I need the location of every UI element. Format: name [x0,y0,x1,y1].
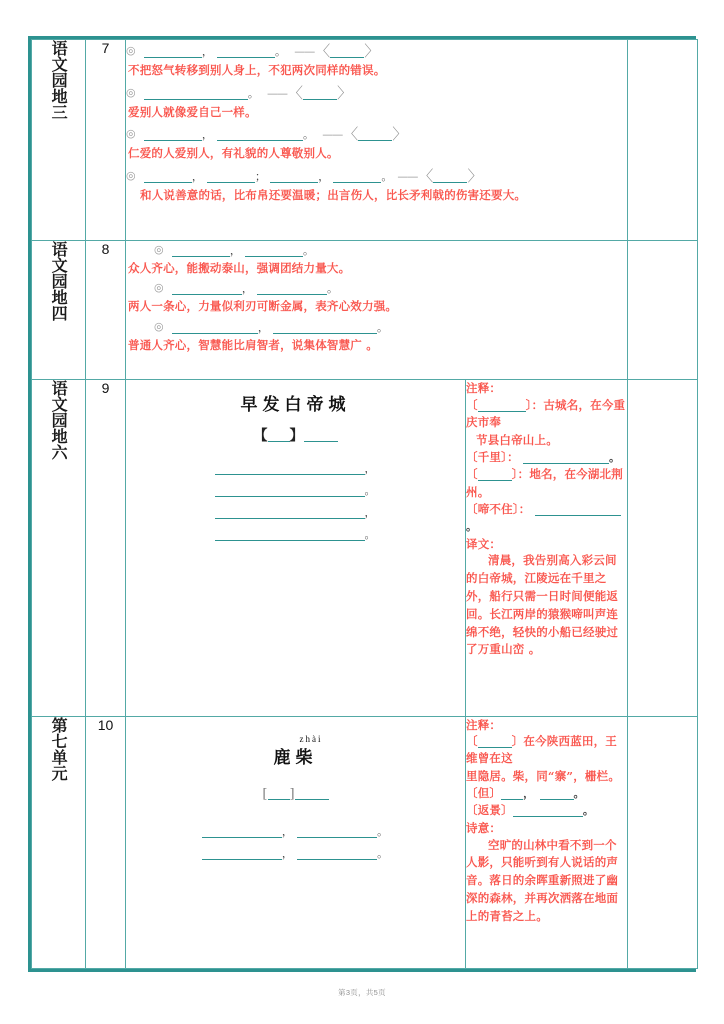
period: 。 [303,243,315,257]
row-number: 8 [86,240,126,380]
note-sep: ： [518,501,531,516]
bullet-icon: ◎ [154,242,164,256]
comma: ， [281,846,293,860]
answer-blank[interactable] [540,789,574,800]
table-row [32,716,698,969]
period: 。 [582,804,595,818]
poem-line[interactable] [126,499,465,521]
exercise-body [126,40,628,241]
bracket-open-icon: 〈 [315,42,331,60]
answer-gloss: 和人说善意的话，比布帛还要温暖；出言伤人，比长矛利戟的伤害还要大。 [140,187,527,202]
source-blank[interactable] [330,47,364,58]
unit-cell [32,716,86,969]
blank-field[interactable] [257,284,327,295]
notes-cell [466,716,628,969]
note-term: 返景 [477,803,502,818]
author-blank[interactable] [295,789,329,800]
notes-blank-column[interactable] [628,240,698,380]
note-sep: ： [507,449,519,464]
poem-body [126,716,466,969]
row-number: 9 [86,380,126,716]
bullet-icon: ◎ [154,319,164,333]
period: 。 [381,169,393,183]
unit-cell [32,380,86,716]
poem-body [126,380,466,716]
note-text: 古城名，在今重庆市奉 [466,398,626,430]
bullet-icon: ◎ [126,85,136,99]
blank-field[interactable] [215,530,365,541]
period: 。 [377,320,389,334]
poem-title [273,733,323,769]
exercise-body [126,240,628,380]
source-blank[interactable] [303,89,337,100]
bracket-close-icon: 〉 [364,42,380,60]
translation-text: 空旷的山林中看不到一个人影，只能听到有人说话的声音。落日的余晖重新照进了幽深的森林，并再次洒落在地面上的青苔之上。 [466,837,619,923]
notes-heading-2: 诗意： [466,820,502,835]
poem-lines [126,818,465,862]
bullet-icon: ◎ [126,127,136,140]
note-entry[interactable]: 〔 〕：古城名，在今重庆市奉 [466,398,626,430]
unit-cell [32,240,86,380]
note-entry[interactable]: 〔返景〕 。 [466,803,595,818]
blank-field[interactable] [144,172,192,183]
note-term: 但 [477,785,490,800]
comma: ， [229,243,241,257]
blank-field[interactable] [202,827,282,838]
note-entry[interactable]: 〔 〕在今陕西蓝田，王维曾在这 [466,734,618,766]
answer-blank[interactable] [535,505,621,516]
period: 。 [377,846,389,860]
poem-byline[interactable]: 【 】 [126,425,465,445]
fill-in-line[interactable] [126,40,627,61]
bracket-open-icon: 〈 [288,83,304,102]
notes-heading: 注释： [466,381,502,396]
period: 。 [466,520,478,534]
blank-field[interactable] [144,130,202,141]
comma: ， [201,45,213,58]
note-term: 千里 [477,449,502,464]
bracket-open-icon: 〈 [343,125,359,143]
table-row [32,40,698,241]
exercise-table-wrapper [28,36,696,972]
translation-text: 清晨，我告别高入彩云间的白帝城，江陵远在千里之外，船行只需一日时间便能返回。长江两岸的猿猴啼叫声连绵不绝，轻快的小船已经驶过了万重山峦 。 [466,553,619,657]
bracket-close-icon: 〉 [467,166,483,185]
comma: ， [364,461,376,475]
fill-in-line[interactable] [126,241,627,259]
comma: ， [364,506,376,519]
blank-field[interactable] [202,849,282,860]
unit-label: 语文园地四 [49,240,69,321]
answer-blank[interactable] [523,453,609,464]
poem-line[interactable] [126,840,465,862]
note-entry-cont: 里隐居。柴，同“寨”，栅栏。 [466,768,621,783]
dash-icon: —— [397,169,418,183]
term-blank[interactable] [478,737,512,748]
poem-title: 早发白帝城 [240,395,351,416]
row-number: 10 [86,716,126,969]
blank-field[interactable] [207,172,255,183]
comma: ， [318,169,330,183]
answer-gloss: 仁爱的人爱别人，有礼貌的人尊敬别人。 [128,146,339,161]
unit-label: 语文园地三 [49,40,69,120]
notes-cell [466,380,628,716]
comma: ， [281,824,293,838]
dynasty-blank[interactable] [268,431,290,442]
period: 。 [364,528,376,542]
bracket-open-icon: 〈 [418,166,434,185]
note-sep: ： [531,398,544,413]
blank-field[interactable] [333,172,381,183]
bullet-icon: ◎ [154,281,164,295]
notes-heading-2: 译文： [466,536,502,551]
fill-in-line[interactable] [126,82,627,103]
note-entry[interactable]: 〔千里〕： 。 [466,449,621,464]
blank-field[interactable] [217,130,303,141]
answer-gloss: 两人一条心，力量似利刃可断金属，表齐心效力强。 [128,299,398,314]
poem-block [126,380,465,543]
answer-blank[interactable] [501,789,523,800]
blank-field[interactable] [273,323,377,334]
pinyin-annotation: zhài [299,733,323,744]
note-text: 在今陕西蓝田，王维曾在这 [466,734,618,766]
table-row [32,380,698,716]
notes-blank-column[interactable] [628,716,698,969]
note-entry-cont: 节县白帝山上。 [476,432,558,447]
poem-block [126,717,465,863]
term-blank[interactable] [478,401,526,412]
bullet-icon: ◎ [126,168,136,182]
source-blank[interactable] [358,130,392,141]
period: 。 [573,786,585,800]
blank-field[interactable] [270,172,318,183]
dynasty-blank[interactable] [268,789,290,800]
unit-label: 第七单元 [49,716,69,781]
note-sep: ： [517,467,530,482]
blank-field[interactable] [297,849,377,860]
comma: ， [523,786,535,800]
poem-title-text: 鹿柴 [273,747,318,768]
blank-field[interactable] [215,486,365,497]
poem-line[interactable] [126,477,465,499]
blank-field[interactable] [217,47,275,58]
note-text: 地名，在今湖北荆州。 [466,467,623,499]
period: 。 [327,282,339,296]
blank-field[interactable] [215,464,365,475]
blank-field[interactable] [144,89,248,100]
answer-gloss: 不把怒气转移到别人身上，不犯两次同样的错误。 [128,63,386,78]
blank-field[interactable] [245,246,303,257]
table-row [32,240,698,380]
exercise-table [31,39,698,969]
poem-lines [126,455,465,544]
comma: ， [241,282,253,296]
term-blank[interactable] [478,470,512,481]
comma: ， [257,320,269,334]
poem-byline[interactable]: [ ] [126,787,465,802]
period: 。 [364,483,376,497]
answer-gloss: 普通人齐心，智慧能比肩智者，说集体智慧广 。 [128,337,378,352]
period: 。 [275,45,287,58]
blank-field[interactable] [297,827,377,838]
poem-line[interactable] [126,818,465,840]
blank-field[interactable] [172,246,230,257]
semicolon: ； [255,169,267,183]
answer-gloss: 众人齐心，能搬动泰山，强调团结力量大。 [128,260,351,275]
fill-in-line[interactable] [126,279,627,297]
comma: ， [191,169,203,183]
blank-field[interactable] [172,284,242,295]
bullet-icon: ◎ [126,44,136,57]
period: 。 [247,86,259,100]
fill-in-line[interactable] [126,318,627,336]
answer-gloss: 爱别人就像爱自己一样。 [128,104,257,119]
page-footer: 第3页，共5页 [338,988,386,997]
comma: ， [201,128,213,141]
blank-field[interactable] [144,47,202,58]
dash-icon: —— [267,86,288,100]
fill-in-line[interactable] [126,165,627,186]
author-blank[interactable] [304,431,338,442]
bracket-close-icon: 〉 [392,125,408,143]
period: 。 [303,128,315,141]
notes-heading: 注释： [466,717,502,732]
blank-field[interactable] [215,508,365,519]
blank-field[interactable] [172,323,258,334]
answer-blank[interactable] [513,806,583,817]
note-term: 啼不住 [477,501,513,516]
note-entry[interactable]: 〔 〕：地名，在今湖北荆州。 [466,467,623,499]
row-number: 7 [86,40,126,241]
note-entry[interactable]: 〔啼不住〕： 。 [466,501,627,536]
period: 。 [377,824,389,838]
unit-cell [32,40,86,241]
poem-line[interactable] [126,521,465,543]
dash-icon: —— [294,45,315,58]
fill-in-line[interactable] [126,123,627,144]
notes-blank-column[interactable] [628,380,698,716]
poem-line[interactable] [126,455,465,477]
source-blank[interactable] [433,172,467,183]
notes-blank-column[interactable] [628,40,698,241]
note-entry[interactable]: 〔但〕 ， 。 [466,785,585,800]
period: 。 [608,450,621,464]
unit-label: 语文园地六 [49,380,69,461]
dash-icon: —— [322,128,343,141]
bracket-close-icon: 〉 [337,83,353,102]
